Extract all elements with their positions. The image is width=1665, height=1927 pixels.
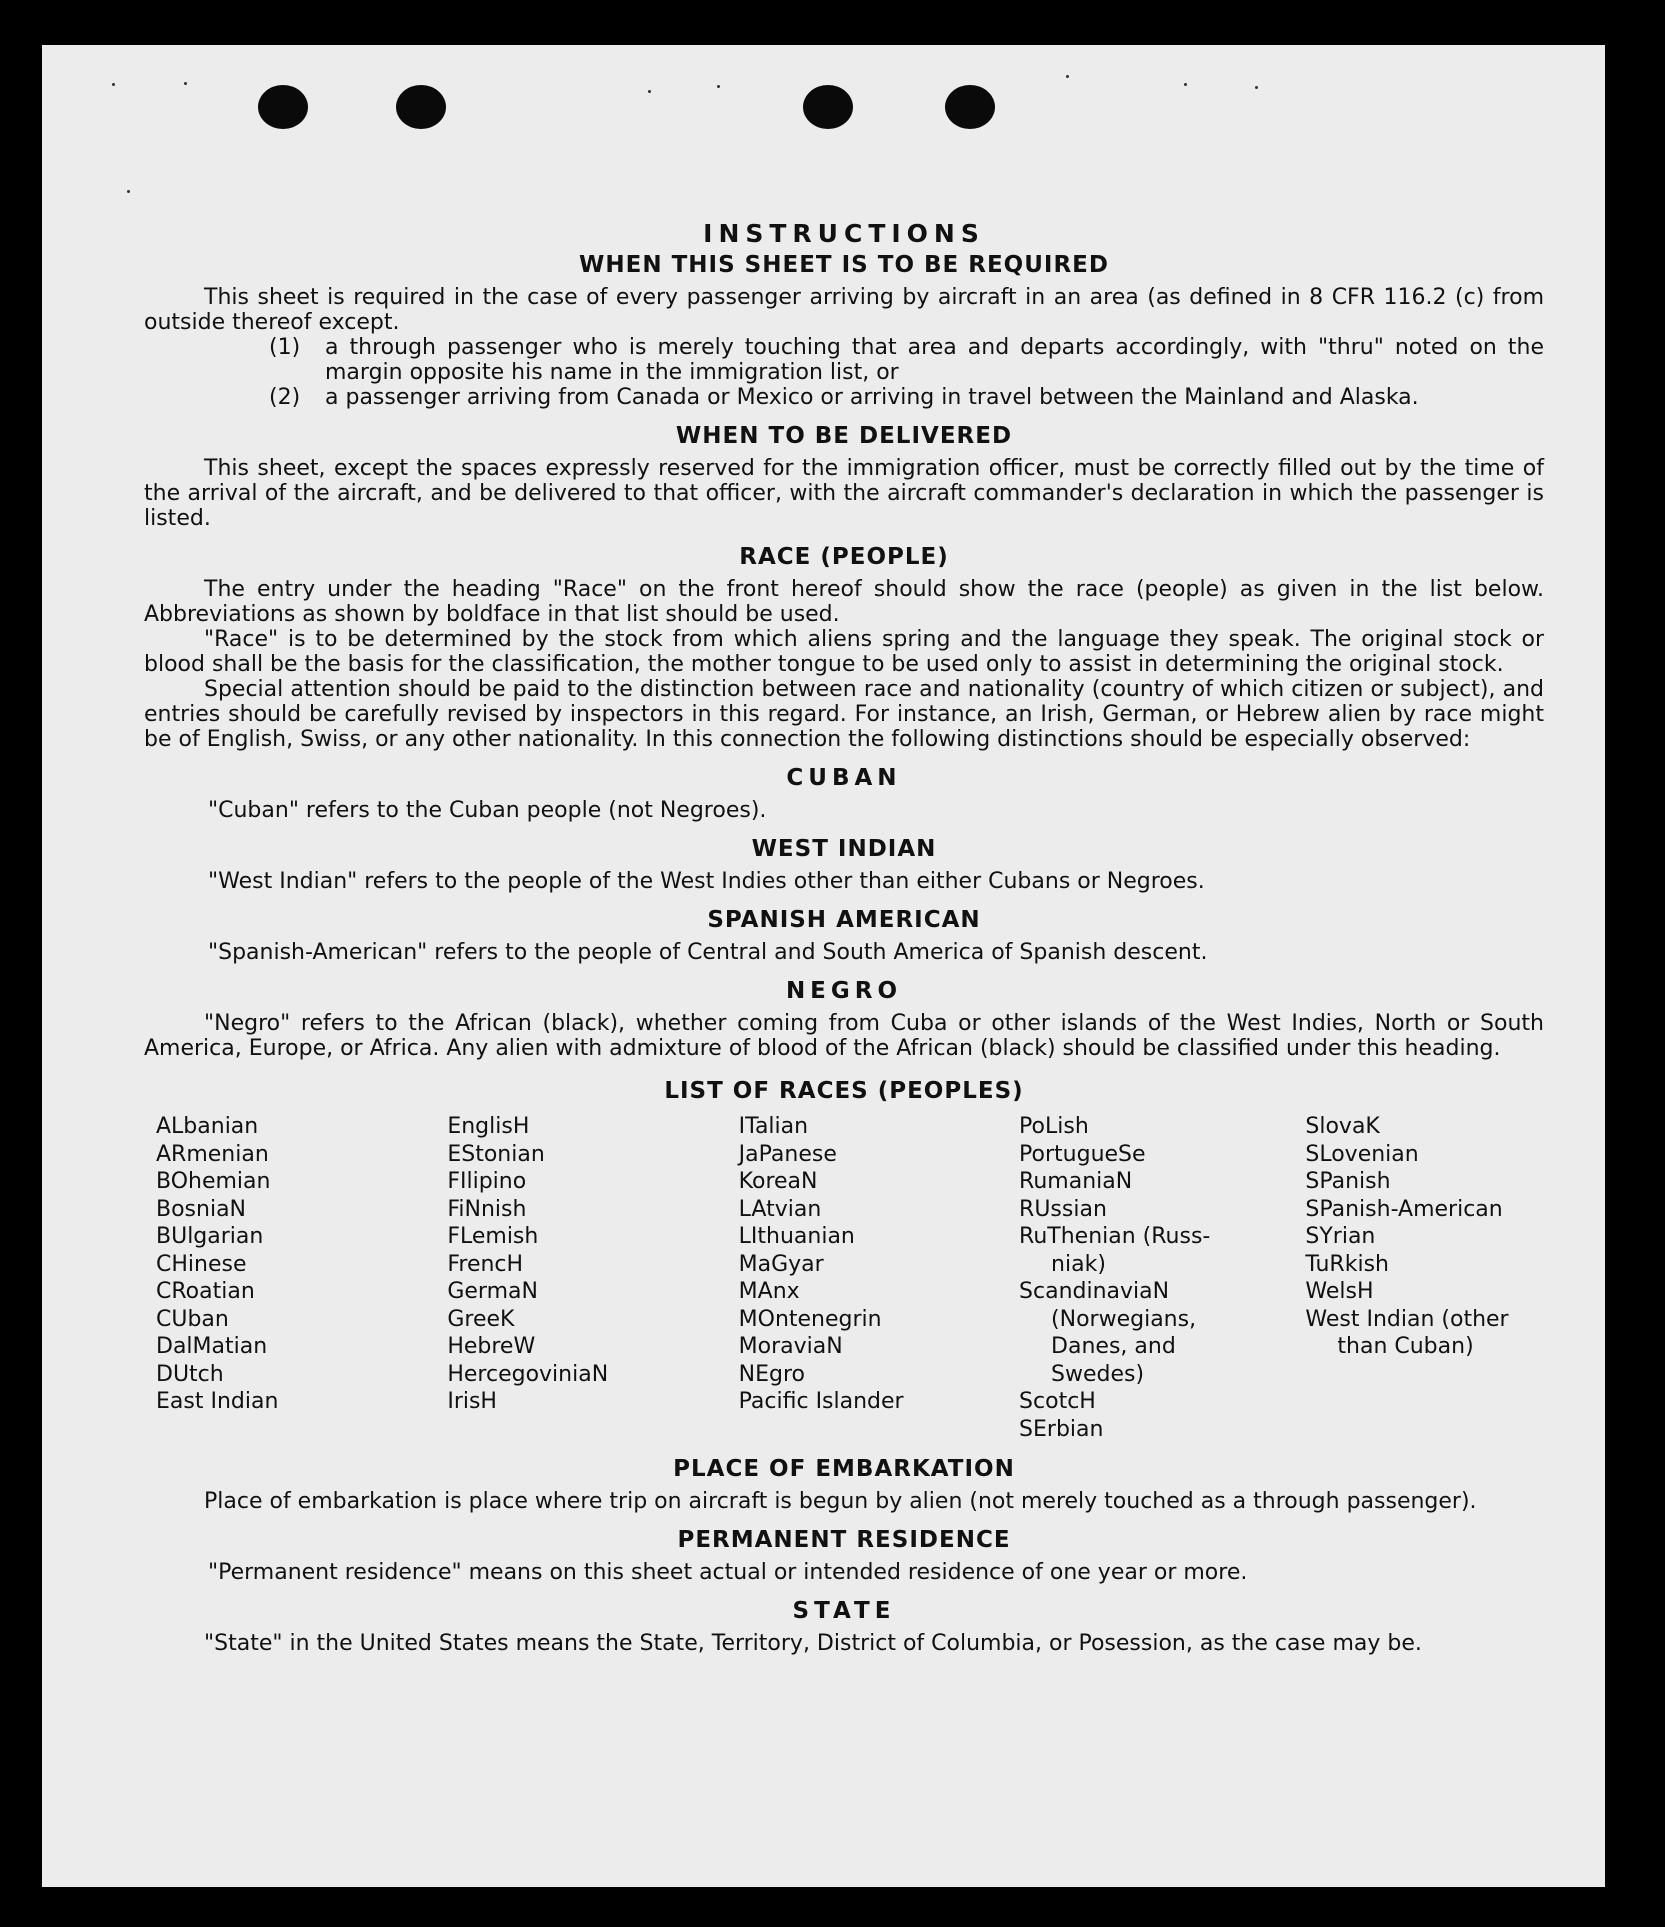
list-item: RUssian — [1019, 1196, 1107, 1222]
list-item: MoraviaN — [738, 1334, 843, 1359]
page-title: INSTRUCTIONS — [703, 219, 985, 248]
paragraph-race-2: "Race" is to be determined by the stock from which aliens spring and the language they speak. The original stock or blood shall be the basis for the classification, the mother tongue to be used only to assist in determining the original stock. — [144, 627, 1544, 677]
list-item: SYrian — [1305, 1224, 1376, 1249]
speck — [1184, 83, 1187, 86]
races-column-4 — [1019, 1113, 1305, 1443]
list-item: GreeK — [447, 1306, 515, 1332]
speck — [127, 190, 130, 193]
list-item: FIlipino — [447, 1169, 527, 1194]
list-item: HebreW — [447, 1334, 536, 1359]
item-number: (2) — [269, 385, 301, 410]
heading-required: WHEN THIS SHEET IS TO BE REQUIRED — [579, 252, 1109, 278]
list-item: FLemish — [447, 1224, 539, 1249]
list-item: West Indian (other — [1305, 1306, 1509, 1332]
heading-cuban: CUBAN — [786, 765, 902, 791]
races-column-3 — [739, 1113, 1019, 1443]
speck — [112, 83, 115, 86]
list-item: FrencH — [447, 1251, 524, 1277]
list-item: BUlgarian — [156, 1224, 264, 1249]
paragraph-race-1: The entry under the heading "Race" on the front hereof should show the race (people) as given in the list below. Abbreviations as shown by boldface in that list should be used. — [144, 577, 1544, 627]
list-item: GermaN — [447, 1279, 538, 1304]
item-number: (1) — [269, 335, 301, 360]
list-item: EnglisH — [447, 1114, 530, 1139]
heading-race: RACE (PEOPLE) — [739, 544, 949, 570]
list-item: NEgro — [738, 1361, 805, 1387]
list-item: IrisH — [447, 1389, 497, 1414]
list-item: SLovenian — [1305, 1141, 1419, 1167]
paragraph-negro: "Negro" refers to the African (black), whether coming from Cuba or other islands of the West Indies, North or South America, Europe, or Africa. Any alien with admixture of blood of the African (black) should be classified under this heading. — [144, 1011, 1544, 1061]
heading-state: STATE — [792, 1598, 896, 1624]
document-sheet — [42, 45, 1605, 1887]
heading-list-of-races: LIST OF RACES (PEOPLES) — [664, 1078, 1024, 1104]
punch-hole — [258, 85, 308, 129]
races-column-5 — [1305, 1113, 1544, 1443]
punch-hole — [803, 85, 853, 129]
list-item: ALbanian — [156, 1114, 259, 1139]
speck — [717, 85, 720, 88]
list-item: ScandinaviaN — [1019, 1279, 1170, 1304]
list-item: East Indian — [156, 1389, 279, 1414]
list-item: (Norwegians, — [1051, 1306, 1197, 1332]
list-item: BosniaN — [156, 1196, 247, 1222]
item-text: a through passenger who is merely touching that area and departs accordingly, with "thru" noted on the margin opposite his name in the immigration list, or — [325, 335, 1544, 385]
list-item: than Cuban) — [1337, 1334, 1474, 1359]
heading-delivered: WHEN TO BE DELIVERED — [675, 423, 1013, 449]
list-item: BOhemian — [156, 1169, 271, 1194]
list-item: JaPanese — [738, 1141, 837, 1167]
list-item: PoLish — [1019, 1114, 1089, 1139]
list-item: TuRkish — [1305, 1251, 1389, 1277]
paragraph-permanent-residence: "Permanent residence" means on this sheet actual or intended residence of one year or more. — [208, 1560, 1248, 1585]
list-item: KoreaN — [738, 1169, 818, 1194]
paragraph-embarkation: Place of embarkation is place where trip on aircraft is begun by alien (not merely touched as a through passenger). — [204, 1489, 1477, 1514]
list-item: CUban — [156, 1306, 229, 1332]
list-item: WelsH — [1305, 1279, 1374, 1304]
races-column-1 — [156, 1113, 447, 1443]
list-item: SErbian — [1019, 1416, 1104, 1442]
punch-hole — [396, 85, 446, 129]
list-item: EStonian — [447, 1141, 545, 1167]
speck — [1066, 75, 1069, 78]
list-item — [144, 335, 1544, 385]
paragraph-cuban: "Cuban" refers to the Cuban people (not Negroes). — [208, 798, 767, 823]
speck — [184, 82, 187, 85]
punch-hole — [945, 85, 995, 129]
list-item: LIthuanian — [738, 1224, 855, 1249]
document-content — [144, 175, 1544, 1656]
paragraph-race-3: Special attention should be paid to the distinction between race and nationality (country of which citizen or subject), and entries should be carefully revised by inspectors in this regard. For instance, an Irish, German, or Hebrew alien by race might be of English, Swiss, or any other nationality. In this connection the following distinctions should be especially observed: — [144, 677, 1544, 752]
item-text: a passenger arriving from Canada or Mexico or arriving in travel between the Mainland and Alaska. — [325, 385, 1419, 410]
list-item: MAnx — [738, 1279, 800, 1304]
list-item: LAtvian — [738, 1196, 822, 1222]
list-item: RumaniaN — [1019, 1169, 1133, 1194]
list-item: niak) — [1051, 1251, 1106, 1277]
list-item: FiNnish — [447, 1196, 527, 1222]
list-item: CHinese — [156, 1251, 247, 1277]
list-item: DUtch — [156, 1361, 224, 1387]
heading-permanent-residence: PERMANENT RESIDENCE — [677, 1527, 1011, 1553]
list-item: ARmenian — [156, 1141, 269, 1167]
paragraph-delivered: This sheet, except the spaces expressly reserved for the immigration officer, must be correctly filled out by the time of the arrival of the aircraft, and be delivered to that officer, with the aircraft commander's declaration in which the passenger is listed. — [144, 456, 1544, 531]
list-item: ScotcH — [1019, 1389, 1096, 1414]
paragraph-required: This sheet is required in the case of every passenger arriving by aircraft in an area (as defined in 8 CFR 116.2 (c) from outside thereof except. — [144, 285, 1544, 335]
list-item: PortugueSe — [1019, 1141, 1146, 1167]
list-item: DalMatian — [156, 1334, 268, 1359]
list-item: CRoatian — [156, 1279, 255, 1304]
heading-west-indian: WEST INDIAN — [751, 836, 937, 862]
list-item: ITalian — [738, 1114, 809, 1139]
paragraph-west-indian: "West Indian" refers to the people of the West Indies other than either Cubans or Negroes. — [208, 869, 1205, 894]
list-item: HercegoviniaN — [447, 1361, 609, 1387]
heading-spanish-american: SPANISH AMERICAN — [707, 907, 981, 933]
speck — [1255, 86, 1258, 89]
paragraph-spanish-american: "Spanish-American" refers to the people of Central and South America of Spanish descent. — [208, 940, 1208, 965]
list-item — [144, 385, 1544, 410]
list-item: SlovaK — [1305, 1114, 1380, 1139]
list-item: MOntenegrin — [738, 1306, 882, 1332]
list-item: Danes, and — [1051, 1334, 1176, 1359]
speck — [648, 90, 651, 93]
races-list — [144, 1113, 1544, 1443]
list-item: SPanish — [1305, 1169, 1391, 1194]
list-item: MaGyar — [738, 1251, 824, 1277]
paragraph-state: "State" in the United States means the State, Territory, District of Columbia, or Posession, as the case may be. — [204, 1631, 1422, 1656]
list-item: Pacific Islander — [738, 1389, 904, 1414]
list-item: SPanish-American — [1305, 1196, 1503, 1222]
list-item: Swedes) — [1051, 1361, 1145, 1387]
list-item: RuThenian (Russ- — [1019, 1224, 1211, 1249]
races-column-2 — [447, 1113, 738, 1443]
heading-embarkation: PLACE OF EMBARKATION — [673, 1456, 1015, 1482]
heading-negro: NEGRO — [785, 978, 903, 1004]
